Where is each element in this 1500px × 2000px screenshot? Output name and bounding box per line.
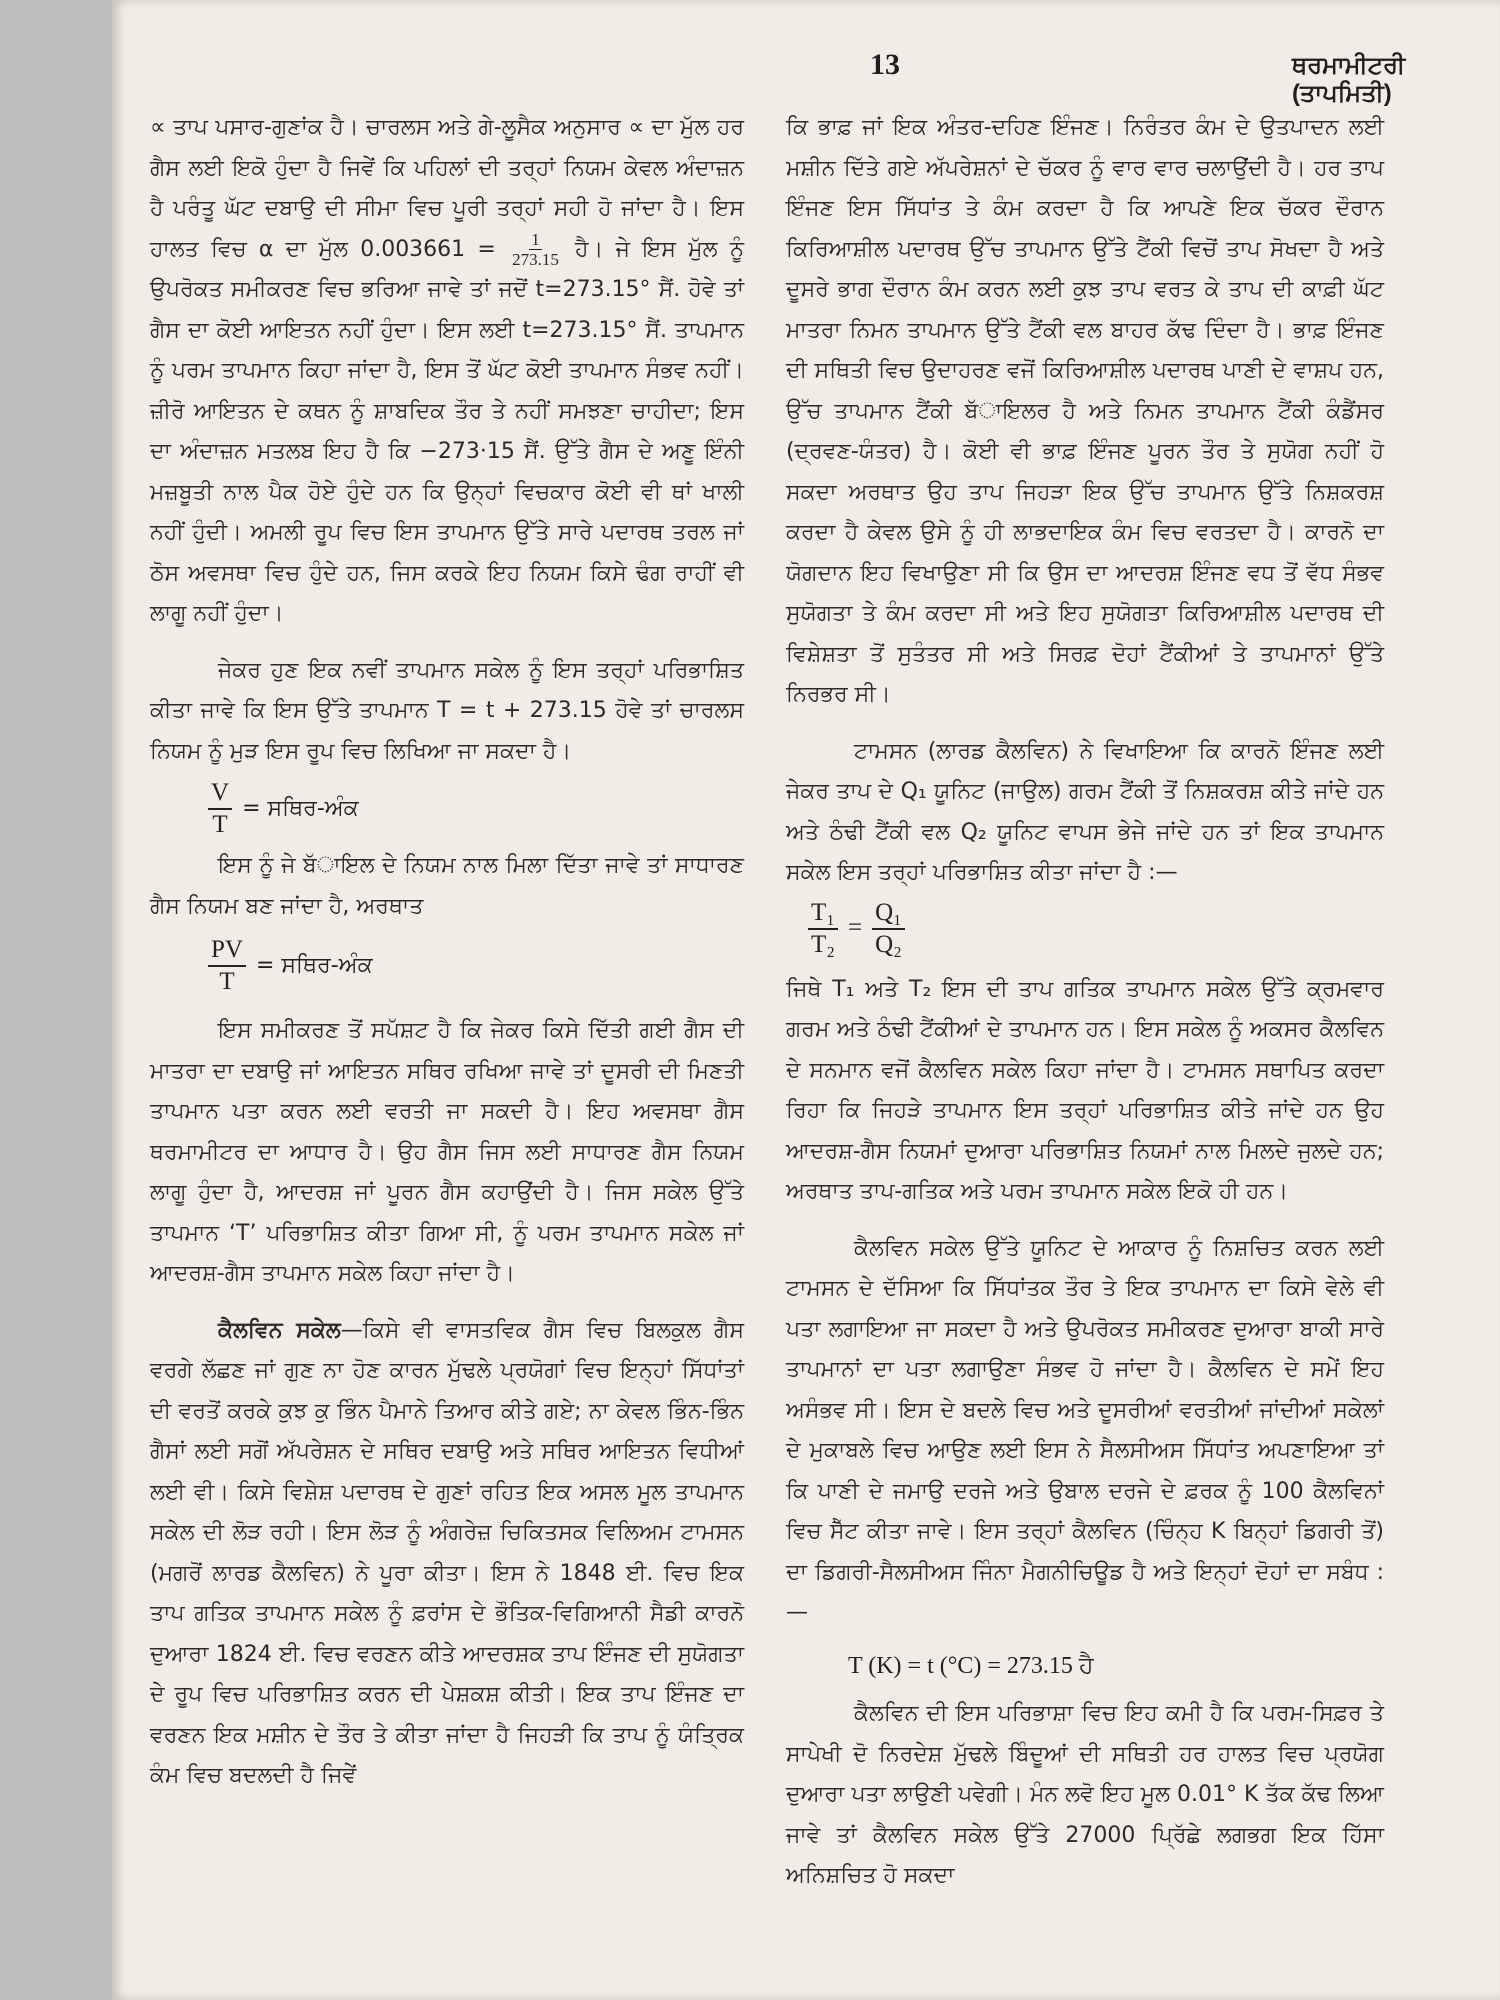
running-head: ਥਰਮਾਮੀਟਰੀ (ਤਾਪਮਿਤੀ) xyxy=(1292,52,1406,107)
equation-gas-law xyxy=(208,935,744,997)
paragraph-kelvin-honour: ਜਿਥੇ T₁ ਅਤੇ T₂ ਇਸ ਦੀ ਤਾਪ ਗਤਿਕ ਤਾਪਮਾਨ ਸਕੇਲ ਉੱਤੇ ਕ੍ਰਮਵਾਰ ਗਰਮ ਅਤੇ ਠੰਢੀ ਟੈਂਕੀਆਂ ਦੇ ਤਾਪਮਾਨ ਹਨ। ਇਸ ਸਕੇਲ ਨੂੰ ਅਕਸਰ ਕੈਲਵਿਨ ਦੇ ਸਨਮਾਨ ਵਜੋਂ ਕੈਲਵਿਨ ਸਕੇਲ ਕਿਹਾ ਜਾਂਦਾ ਹੈ। ਟਾਮਸਨ ਸਥਾਪਿਤ ਕਰਦਾ ਰਿਹਾ ਕਿ ਜਿਹੜੇ ਤਾਪਮਾਨ ਇਸ ਤਰ੍ਹਾਂ ਪਰਿਭਾਸ਼ਿਤ ਕੀਤੇ ਜਾਂਦੇ ਹਨ ਉਹ ਆਦਰਸ਼-ਗੈਸ ਨਿਯਮਾਂ ਦੁਆਰਾ ਪਰਿਭਾਸ਼ਿਤ ਨਿਯਮਾਂ ਨਾਲ ਮਿਲਦੇ ਜੁਲਦੇ ਹਨ; ਅਰਥਾਤ ਤਾਪ-ਗਤਿਕ ਅਤੇ ਪਰਮ ਤਾਪਮਾਨ ਸਕੇਲ ਇਕੋ ਹੀ ਹਨ। xyxy=(786,976,1384,1204)
fraction-denominator: Q₂ xyxy=(875,930,902,958)
equation-fraction-q xyxy=(872,898,905,960)
equation-fraction xyxy=(208,935,246,997)
section-heading-kelvin-scale: ਕੈਲਵਿਨ ਸਕੇਲ xyxy=(218,1317,341,1343)
paragraph-text: ∝ ਤਾਪ ਪਸਾਰ-ਗੁਣਾਂਕ ਹੈ। ਚਾਰਲਸ ਅਤੇ ਗੇ-ਲੂਸੈਕ ਅਨੁਸਾਰ ∝ ਦਾ ਮੁੱਲ ਹਰ ਗੈਸ ਲਈ ਇਕੋ ਹੁੰਦਾ ਹੈ ਜਿਵੇਂ ਕਿ ਪਹਿਲਾਂ ਦੀ ਤਰ੍ਹਾਂ ਨਿਯਮ ਕੇਵਲ ਅੰਦਾਜ਼ਨ ਹੈ ਪਰੰਤੂ ਘੱਟ ਦਬਾਉ ਦੀ ਸੀਮਾ ਵਿਚ ਪੂਰੀ ਤਰ੍ਹਾਂ ਸਹੀ ਹੋ ਜਾਂਦਾ ਹੈ। ਇਸ ਹਾਲਤ ਵਿਚ α ਦਾ ਮੁੱਲ 0.003661 xyxy=(150,115,744,262)
fraction-denominator: T xyxy=(212,811,228,838)
paragraph-alpha-coefficient xyxy=(150,108,744,635)
equation-temperature-ratio xyxy=(808,898,1384,960)
fraction-numerator: PV xyxy=(208,935,246,967)
alpha-fraction xyxy=(512,230,559,269)
equation-kelvin-celsius: T (K) = t (°C) = 273.15 ਹੈ xyxy=(848,1652,1094,1679)
paragraph-new-scale: ਜੇਕਰ ਹੁਣ ਇਕ ਨਵੀਂ ਤਾਪਮਾਨ ਸਕੇਲ ਨੂੰ ਇਸ ਤਰ੍ਹਾਂ ਪਰਿਭਾਸ਼ਿਤ ਕੀਤਾ ਜਾਵੇ ਕਿ ਇਸ ਉੱਤੇ ਤਾਪਮਾਨ T = t + 273.15 ਹੋਵੇ ਤਾਂ ਚਾਰਲਸ ਨਿਯਮ ਨੂੰ ਮੁੜ ਇਸ ਰੂਪ ਵਿਚ ਲਿਖਿਆ ਜਾ ਸਕਦਾ ਹੈ। xyxy=(150,657,744,764)
equation-rhs: = ਸਥਿਰ-ਅੰਕ xyxy=(242,795,359,821)
paragraph-unit-size: ਕੈਲਵਿਨ ਸਕੇਲ ਉੱਤੇ ਯੂਨਿਟ ਦੇ ਆਕਾਰ ਨੂੰ ਨਿਸ਼ਚਿਤ ਕਰਨ ਲਈ ਟਾਮਸਨ ਦੇ ਦੱਸਿਆ ਕਿ ਸਿੱਧਾਂਤਕ ਤੌਰ ਤੇ ਇਕ ਤਾਪਮਾਨ ਦਾ ਕਿਸੇ ਵੇਲੇ ਵੀ ਪਤਾ ਲਗਾਇਆ ਜਾ ਸਕਦਾ ਹੈ ਅਤੇ ਉਪਰੋਕਤ ਸਮੀਕਰਣ ਦੁਆਰਾ ਬਾਕੀ ਸਾਰੇ ਤਾਪਮਾਨਾਂ ਦਾ ਪਤਾ ਲਗਾਉਣਾ ਸੰਭਵ ਹੋ ਜਾਂਦਾ ਹੈ। ਕੈਲਵਿਨ ਦੇ ਸਮੇਂ ਇਹ ਅਸੰਭਵ ਸੀ। ਇਸ ਦੇ ਬਦਲੇ ਵਿਚ ਅਤੇ ਦੂਸਰੀਆਂ ਵਰਤੀਆਂ ਜਾਂਦੀਆਂ ਸਕੇਲਾਂ ਦੇ ਮੁਕਾਬਲੇ ਵਿਚ ਆਉਣ ਲਈ ਇਸ ਨੇ ਸੈਲਸੀਅਸ ਸਿੱਧਾਂਤ ਅਪਣਾਇਆ ਤਾਂ ਕਿ ਪਾਣੀ ਦੇ ਜਮਾਉ ਦਰਜੇ ਅਤੇ ਉਬਾਲ ਦਰਜੇ ਦੇ ਫ਼ਰਕ ਨੂੰ 100 ਕੈਲਵਿਨਾਂ ਵਿਚ ਸੈੱਟ ਕੀਤਾ ਜਾਵੇ। ਇਸ ਤਰ੍ਹਾਂ ਕੈਲਵਿਨ (ਚਿੰਨ੍ਹ K ਬਿਨ੍ਹਾਂ ਡਿਗਰੀ ਤੋਂ) ਦਾ ਡਿਗਰੀ-ਸੈਲਸੀਅਸ ਜਿੰਨਾ ਮੈਗਨੀਚਿਊਡ ਹੈ ਅਤੇ ਇਨ੍ਹਾਂ ਦੋਹਾਂ ਦਾ ਸਬੰਧ :— xyxy=(786,1235,1384,1625)
paragraph-text: —ਕਿਸੇ ਵੀ ਵਾਸਤਵਿਕ ਗੈਸ ਵਿਚ ਬਿਲਕੁਲ ਗੈਸ ਵਰਗੇ ਲੱਛਣ ਜਾਂ ਗੁਣ ਨਾ ਹੋਣ ਕਾਰਨ ਮੁੱਢਲੇ ਪ੍ਰਯੋਗਾਂ ਵਿਚ ਇਨ੍ਹਾਂ ਸਿੱਧਾਂਤਾਂ ਦੀ ਵਰਤੋਂ ਕਰਕੇ ਕੁਝ ਕੁ ਭਿੰਨ ਪੈਮਾਨੇ ਤਿਆਰ ਕੀਤੇ ਗਏ; ਨਾ ਕੇਵਲ ਭਿੰਨ-ਭਿੰਨ ਗੈਸਾਂ ਲਈ ਸਗੋਂ ਅੱਪਰੇਸ਼ਨ ਦੇ ਸਥਿਰ ਦਬਾਉ ਅਤੇ ਸਥਿਰ ਆਇਤਨ ਵਿਧੀਆਂ ਲਈ ਵੀ। ਕਿਸੇ ਵਿਸ਼ੇਸ਼ ਪਦਾਰਥ ਦੇ ਗੁਣਾਂ ਰਹਿਤ ਇਕ ਅਸਲ ਮੂਲ ਤਾਪਮਾਨ ਸਕੇਲ ਦੀ ਲੋੜ ਰਹੀ। ਇਸ ਲੋੜ ਨੂੰ ਅੰਗਰੇਜ਼ ਚਿਕਿਤਸਕ ਵਿਲਿਅਮ ਟਾਮਸਨ (ਮਗਰੋਂ ਲਾਰਡ ਕੈਲਵਿਨ) ਨੇ ਪੂਰਾ ਕੀਤਾ। ਇਸ ਨੇ 1848 ਈ. ਵਿਚ ਇਕ ਤਾਪ ਗਤਿਕ ਤਾਪਮਾਨ ਸਕੇਲ ਨੂੰ ਫ਼ਰਾਂਸ ਦੇ ਭੌਤਿਕ-ਵਿਗਿਆਨੀ ਸੈਡੀ ਕਾਰਨੋ ਦੁਆਰਾ 1824 ਈ. ਵਿਚ ਵਰਣਨ ਕੀਤੇ ਆਦਰਸ਼ਕ ਤਾਪ ਇੰਜਣ ਦੀ ਸੁਯੋਗਤਾ ਦੇ ਰੂਪ ਵਿਚ ਪਰਿਭਾਸ਼ਿਤ ਕਰਨ ਦੀ ਪੇਸ਼ਕਸ਼ ਕੀਤੀ। ਇਕ ਤਾਪ ਇੰਜਣ ਦਾ ਵਰਣਨ ਇਕ ਮਸ਼ੀਨ ਦੇ ਤੌਰ ਤੇ ਕੀਤਾ ਜਾਂਦਾ ਹੈ ਜਿਹੜੀ ਕਿ ਤਾਪ ਨੂੰ ਯੰਤ੍ਰਿਕ ਕੰਮ ਵਿਚ ਬਦਲਦੀ ਹੈ ਜਿਵੇਂ xyxy=(150,1317,744,1788)
fraction-numerator: V xyxy=(208,778,232,810)
fraction-denominator: 273.15 xyxy=(512,250,559,269)
fraction-numerator: 1 xyxy=(531,230,540,249)
paragraph-kelvin-scale xyxy=(150,1311,744,1797)
fraction-denominator: T xyxy=(219,968,235,995)
paragraph-gas-thermometer: ਇਸ ਸਮੀਕਰਣ ਤੋਂ ਸਪੱਸ਼ਟ ਹੈ ਕਿ ਜੇਕਰ ਕਿਸੇ ਦਿੱਤੀ ਗਈ ਗੈਸ ਦੀ ਮਾਤਰਾ ਦਾ ਦਬਾਉ ਜਾਂ ਆਇਤਨ ਸਥਿਰ ਰਖਿਆ ਜਾਵੇ ਤਾਂ ਦੂਸਰੀ ਦੀ ਮਿਣਤੀ ਤਾਪਮਾਨ ਪਤਾ ਕਰਨ ਲਈ ਵਰਤੀ ਜਾ ਸਕਦੀ ਹੈ। ਇਹ ਅਵਸਥਾ ਗੈਸ ਥਰਮਾਮੀਟਰ ਦਾ ਆਧਾਰ ਹੈ। ਉਹ ਗੈਸ ਜਿਸ ਲਈ ਸਾਧਾਰਣ ਗੈਸ ਨਿਯਮ ਲਾਗੂ ਹੁੰਦਾ ਹੈ, ਆਦਰਸ਼ ਜਾਂ ਪੂਰਨ ਗੈਸ ਕਹਾਉਂਦੀ ਹੈ। ਜਿਸ ਸਕੇਲ ਉੱਤੇ ਤਾਪਮਾਨ ‘T’ ਪਰਿਭਾਸ਼ਿਤ ਕੀਤਾ ਗਿਆ ਸੀ, ਨੂੰ ਪਰਮ ਤਾਪਮਾਨ ਸਕੇਲ ਜਾਂ ਆਦਰਸ਼-ਗੈਸ ਤਾਪਮਾਨ ਸਕੇਲ ਕਿਹਾ ਜਾਂਦਾ ਹੈ। xyxy=(150,1018,744,1286)
right-column xyxy=(786,108,1384,1897)
paragraph-heat-engine: ਕਿ ਭਾਫ਼ ਜਾਂ ਇਕ ਅੰਤਰ-ਦਹਿਣ ਇੰਜਣ। ਨਿਰੰਤਰ ਕੰਮ ਦੇ ਉਤਪਾਦਨ ਲਈ ਮਸ਼ੀਨ ਦਿੱਤੇ ਗਏ ਅੱਪਰੇਸ਼ਨਾਂ ਦੇ ਚੱਕਰ ਨੂੰ ਵਾਰ ਵਾਰ ਚਲਾਉਂਦੀ ਹੈ। ਹਰ ਤਾਪ ਇੰਜਣ ਇਸ ਸਿੱਧਾਂਤ ਤੇ ਕੰਮ ਕਰਦਾ ਹੈ ਕਿ ਆਪਣੇ ਇਕ ਚੱਕਰ ਦੌਰਾਨ ਕਿਰਿਆਸ਼ੀਲ ਪਦਾਰਥ ਉੱਚ ਤਾਪਮਾਨ ਉੱਤੇ ਟੈਂਕੀ ਵਿਚੋਂ ਤਾਪ ਸੋਖਦਾ ਹੈ ਅਤੇ ਦੂਸਰੇ ਭਾਗ ਦੌਰਾਨ ਕੰਮ ਕਰਨ ਲਈ ਕੁਝ ਤਾਪ ਵਰਤ ਕੇ ਤਾਪ ਦੀ ਕਾਫ਼ੀ ਘੱਟ ਮਾਤਰਾ ਨਿਮਨ ਤਾਪਮਾਨ ਉੱਤੇ ਟੈਂਕੀ ਵਲ ਬਾਹਰ ਕੱਢ ਦਿੰਦਾ ਹੈ। ਭਾਫ਼ ਇੰਜਣ ਦੀ ਸਥਿਤੀ ਵਿਚ ਉਦਾਹਰਣ ਵਜੋਂ ਕਿਰਿਆਸ਼ੀਲ ਪਦਾਰਥ ਪਾਣੀ ਦੇ ਵਾਸ਼ਪ ਹਨ, ਉੱਚ ਤਾਪਮਾਨ ਟੈਂਕੀ ਬੱਾਇਲਰ ਹੈ ਅਤੇ ਨਿਮਨ ਤਾਪਮਾਨ ਟੈਂਕੀ ਕੰਡੈਂਸਰ (ਦ੍ਰਵਣ-ਯੰਤਰ) ਹੈ। ਕੋਈ ਵੀ ਭਾਫ਼ ਇੰਜਣ ਪੂਰਨ ਤੌਰ ਤੇ ਸੁਯੋਗ ਨਹੀਂ ਹੋ ਸਕਦਾ ਅਰਥਾਤ ਉਹ ਤਾਪ ਜਿਹੜਾ ਇਕ ਉੱਚ ਤਾਪਮਾਨ ਉੱਤੇ ਨਿਸ਼ਕਰਸ਼ ਕਰਦਾ ਹੈ ਕੇਵਲ ਉਸੇ ਨੂੰ ਹੀ ਲਾਭਦਾਇਕ ਕੰਮ ਵਿਚ ਵਰਤਦਾ ਹੈ। ਕਾਰਨੋ ਦਾ ਯੋਗਦਾਨ ਇਹ ਵਿਖਾਉਣਾ ਸੀ ਕਿ ਉਸ ਦਾ ਆਦਰਸ਼ ਇੰਜਣ ਵਧ ਤੋਂ ਵੱਧ ਸੰਭਵ ਸੁਯੋਗਤਾ ਤੇ ਕੰਮ ਕਰਦਾ ਸੀ ਅਤੇ ਇਹ ਸੁਯੋਗਤਾ ਕਿਰਿਆਸ਼ੀਲ ਪਦਾਰਥ ਦੀ ਵਿਸ਼ੇਸ਼ਤਾ ਤੋਂ ਸੁਤੰਤਰ ਸੀ ਅਤੇ ਸਿਰਫ਼ ਦੋਹਾਂ ਟੈਂਕੀਆਂ ਤੇ ਤਾਪਮਾਨਾਂ ਉੱਤੇ ਨਿਰਭਰ ਸੀ। xyxy=(786,115,1384,707)
page-number: 13 xyxy=(870,48,900,81)
equation-rhs: = ਸਥਿਰ-ਅੰਕ xyxy=(255,952,373,978)
paragraph-thomson-scale: ਟਾਮਸਨ (ਲਾਰਡ ਕੈਲਵਿਨ) ਨੇ ਵਿਖਾਇਆ ਕਿ ਕਾਰਨੋ ਇੰਜਣ ਲਈ ਜੇਕਰ ਤਾਪ ਦੇ Q₁ ਯੂਨਿਟ (ਜਾਉਲ) ਗਰਮ ਟੈਂਕੀ ਤੋਂ ਨਿਸ਼ਕਰਸ਼ ਕੀਤੇ ਜਾਂਦੇ ਹਨ ਅਤੇ ਠੰਢੀ ਟੈਂਕੀ ਵਲ Q₂ ਯੂਨਿਟ ਵਾਪਸ ਭੇਜੇ ਜਾਂਦੇ ਹਨ ਤਾਂ ਇਕ ਤਾਪਮਾਨ ਸਕੇਲ ਇਸ ਤਰ੍ਹਾਂ ਪਰਿਭਾਸ਼ਿਤ ਕੀਤਾ ਜਾਂਦਾ ਹੈ :— xyxy=(786,738,1384,885)
equals-sign: = xyxy=(848,914,863,942)
equals-sign: = xyxy=(477,236,496,262)
equation-fraction xyxy=(208,778,232,840)
fraction-numerator: Q₁ xyxy=(872,898,905,930)
paragraph-boyle-law: ਇਸ ਨੂੰ ਜੇ ਬੱਾਇਲ ਦੇ ਨਿਯਮ ਨਾਲ ਮਿਲਾ ਦਿੱਤਾ ਜਾਵੇ ਤਾਂ ਸਾਧਾਰਣ ਗੈਸ ਨਿਯਮ ਬਣ ਜਾਂਦਾ ਹੈ, ਅਰਥਾਤ xyxy=(150,853,744,919)
fraction-numerator: T₁ xyxy=(808,898,838,930)
fraction-denominator: T₂ xyxy=(811,930,835,958)
equation-charles-law xyxy=(208,778,744,840)
paragraph-definition-limitation: ਕੈਲਵਿਨ ਦੀ ਇਸ ਪਰਿਭਾਸ਼ਾ ਵਿਚ ਇਹ ਕਮੀ ਹੈ ਕਿ ਪਰਮ-ਸਿਫ਼ਰ ਤੇ ਸਾਪੇਖੀ ਦੋ ਨਿਰਦੇਸ਼ ਮੁੱਢਲੇ ਬਿੰਦੂਆਂ ਦੀ ਸਥਿਤੀ ਹਰ ਹਾਲਤ ਵਿਚ ਪ੍ਰਯੋਗ ਦੁਆਰਾ ਪਤਾ ਲਾਉਣੀ ਪਵੇਗੀ। ਮੰਨ ਲਵੋ ਇਹ ਮੂਲ 0.01° K ਤੱਕ ਕੱਢ ਲਿਆ ਜਾਵੇ ਤਾਂ ਕੈਲਵਿਨ ਸਕੇਲ ਉੱਤੇ 27000 ਪ੍ਰਿੱਛੇ ਲਗਭਗ ਇਕ ਹਿੱਸਾ ਅਨਿਸ਼ਚਿਤ ਹੋ ਸਕਦਾ xyxy=(786,1701,1384,1888)
left-column xyxy=(150,108,744,1797)
equation-fraction-t xyxy=(808,898,838,960)
paragraph-text: ਹੈ। ਜੇ ਇਸ ਮੁੱਲ ਨੂੰ ਉਪਰੋਕਤ ਸਮੀਕਰਣ ਵਿਚ ਭਰਿਆ ਜਾਵੇ ਤਾਂ ਜਦੋਂ t=273.15° ਸੈਂ. ਹੋਵੇ ਤਾਂ ਗੈਸ ਦਾ ਕੋਈ ਆਇਤਨ ਨਹੀਂ ਹੁੰਦਾ। ਇਸ ਲਈ t=273.15° ਸੈਂ. ਤਾਪਮਾਨ ਨੂੰ ਪਰਮ ਤਾਪਮਾਨ ਕਿਹਾ ਜਾਂਦਾ ਹੈ, ਇਸ ਤੋਂ ਘੱਟ ਕੋਈ ਤਾਪਮਾਨ ਸੰਭਵ ਨਹੀਂ। ਜ਼ੀਰੋ ਆਇਤਨ ਦੇ ਕਥਨ ਨੂੰ ਸ਼ਾਬਦਿਕ ਤੌਰ ਤੇ ਨਹੀਂ ਸਮਝਣਾ ਚਾਹੀਦਾ; ਇਸ ਦਾ ਅੰਦਾਜ਼ਨ ਮਤਲਬ ਇਹ ਹੈ ਕਿ −273·15 ਸੈਂ. ਉੱਤੇ ਗੈਸ ਦੇ ਅਣੂ ਇੰਨੀ ਮਜ਼ਬੂਤੀ ਨਾਲ ਪੈਕ ਹੋਏ ਹੁੰਦੇ ਹਨ ਕਿ ਉਨ੍ਹਾਂ ਵਿਚਕਾਰ ਕੋਈ ਵੀ ਥਾਂ ਖਾਲੀ ਨਹੀਂ ਹੁੰਦੀ। ਅਮਲੀ ਰੂਪ ਵਿਚ ਇਸ ਤਾਪਮਾਨ ਉੱਤੇ ਸਾਰੇ ਪਦਾਰਥ ਤਰਲ ਜਾਂ ਠੋਸ ਅਵਸਥਾ ਵਿਚ ਹੁੰਦੇ ਹਨ, ਜਿਸ ਕਰਕੇ ਇਹ ਨਿਯਮ ਕਿਸੇ ਢੰਗ ਰਾਹੀਂ ਵੀ ਲਾਗੂ ਨਹੀਂ ਹੁੰਦਾ। xyxy=(150,236,744,626)
